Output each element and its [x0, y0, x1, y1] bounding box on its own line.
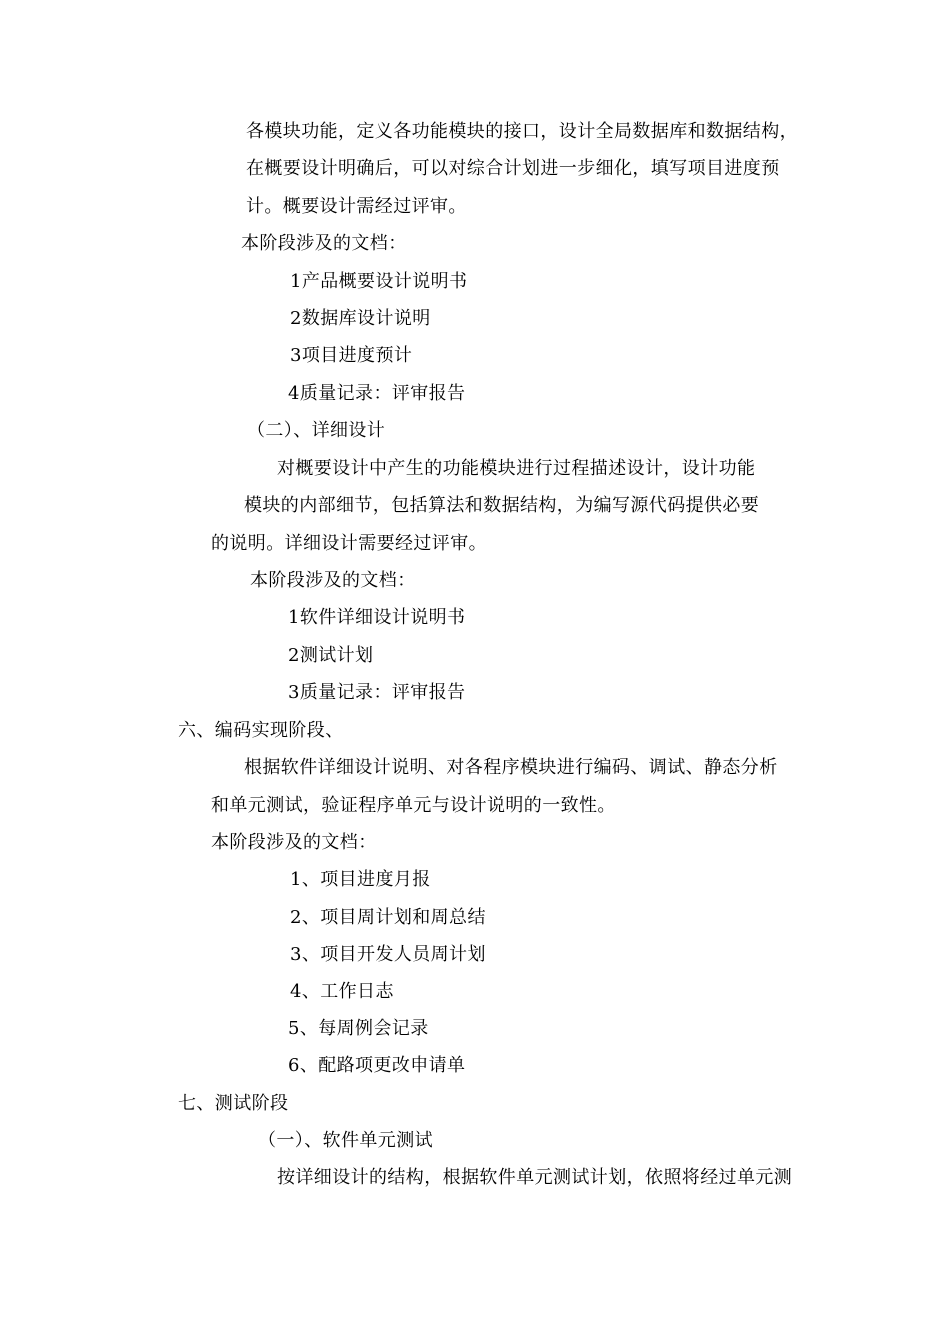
paragraph-line: 在概要设计明确后，可以对综合计划进一步细化，填写项目进度预 [246, 158, 780, 179]
paragraph-line: 根据软件详细设计说明、对各程序模块进行编码、调试、静态分析 [244, 757, 778, 778]
list-item: 3质量记录：评审报告 [288, 682, 466, 703]
section-subheading: 本阶段涉及的文档： [250, 570, 416, 591]
list-item: 2、项目周计划和周总结 [290, 907, 486, 928]
list-item: 1软件详细设计说明书 [288, 607, 466, 628]
paragraph-line: 和单元测试，验证程序单元与设计说明的一致性。 [211, 795, 616, 816]
paragraph-line: 各模块功能，定义各功能模块的接口，设计全局数据库和数据结构， [246, 121, 798, 142]
section-subheading: 本阶段涉及的文档： [211, 832, 377, 853]
list-item: 3项目进度预计 [290, 345, 413, 366]
paragraph-line: 按详细设计的结构，根据软件单元测试计划，依照将经过单元测 [277, 1167, 793, 1188]
section-heading: （一）、软件单元测试 [258, 1130, 433, 1151]
chapter-heading: 七、测试阶段 [178, 1093, 289, 1114]
list-item: 4质量记录：评审报告 [288, 383, 466, 404]
section-subheading: 本阶段涉及的文档： [241, 233, 407, 254]
list-item: 5、每周例会记录 [288, 1018, 429, 1039]
list-item: 2测试计划 [288, 645, 374, 666]
paragraph-line: 计。概要设计需经过评审。 [246, 196, 467, 217]
list-item: 4、工作日志 [290, 981, 394, 1002]
section-heading: （二）、详细设计 [247, 420, 386, 441]
list-item: 2数据库设计说明 [290, 308, 431, 329]
list-item: 6、配路项更改申请单 [288, 1055, 466, 1076]
list-item: 1产品概要设计说明书 [290, 271, 468, 292]
paragraph-line: 对概要设计中产生的功能模块进行过程描述设计，设计功能 [277, 458, 756, 479]
paragraph-line: 模块的内部细节，包括算法和数据结构，为编写源代码提供必要 [244, 495, 760, 516]
chapter-heading: 六、编码实现阶段、 [178, 720, 344, 741]
paragraph-line: 的说明。详细设计需要经过评审。 [211, 533, 487, 554]
list-item: 1、项目进度月报 [290, 869, 431, 890]
list-item: 3、项目开发人员周计划 [290, 944, 486, 965]
